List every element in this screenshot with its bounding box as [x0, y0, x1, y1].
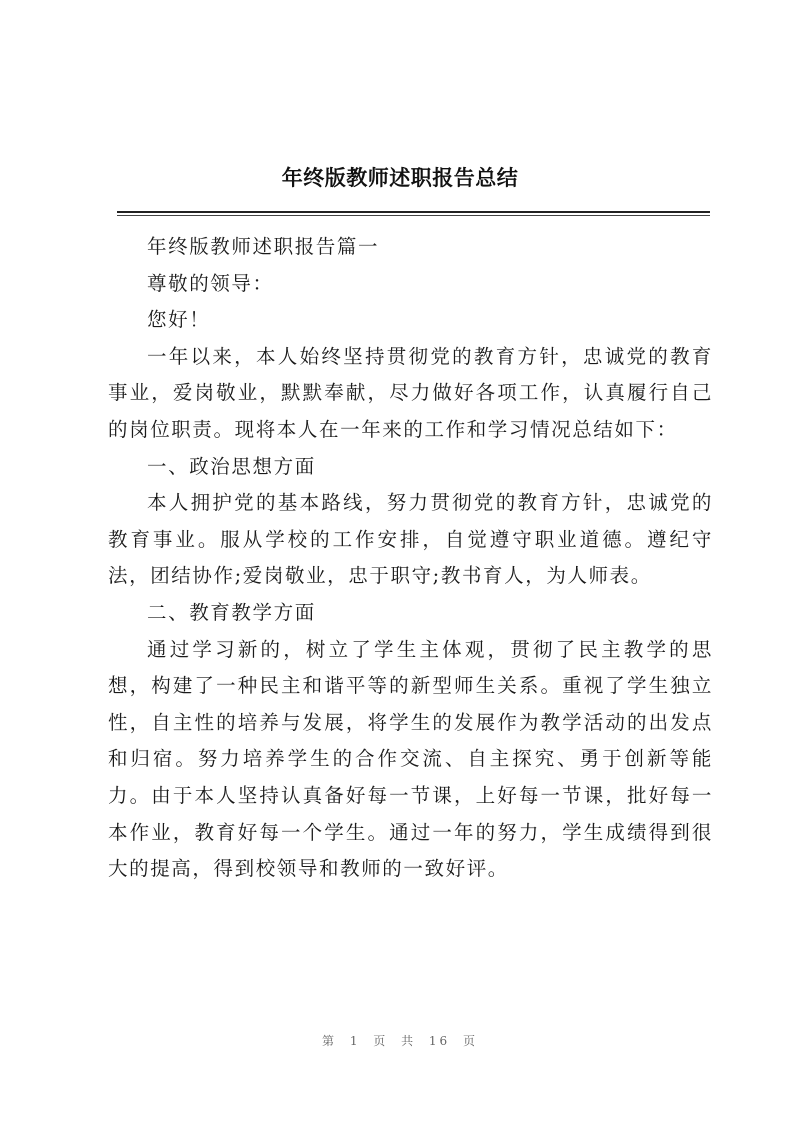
body-paragraph: 本人拥护党的基本路线，努力贯彻党的教育方针，忠诚党的教育事业。服从学校的工作安排，自觉遵守职业道德。遵纪守法，团结协作;爱岗敬业，忠于职守;教书育人，为人师表。 [108, 491, 713, 588]
title-divider [117, 211, 710, 213]
document-body [108, 229, 713, 888]
body-paragraph: 通过学习新的，树立了学生主体观，贯彻了民主教学的思想，构建了一种民主和谐平等的新型师生关系。重视了学生独立性，自主性的培养与发展，将学生的发展作为教学活动的出发点和归宿。努力培养学生的合作交流、自主探究、勇于创新等能力。由于本人坚持认真备好每一节课，上好每一节课，批好每一本作业，教育好每一个学生。通过一年的努力，学生成绩得到很大的提高，得到校领导和教师的一致好评。 [108, 637, 713, 881]
body-paragraph: 一年以来，本人始终坚持贯彻党的教育方针，忠诚党的教育事业，爱岗敬业，默默奉献，尽力做好各项工作，认真履行自己的岗位职责。现将本人在一年来的工作和学习情况总结如下： [108, 344, 713, 441]
greeting: 您好！ [147, 308, 211, 332]
section-heading: 一、政治思想方面 [147, 454, 316, 478]
section-heading: 年终版教师述职报告篇一 [147, 235, 380, 258]
salutation: 尊敬的领导： [147, 271, 274, 295]
title-divider-thin [117, 215, 710, 216]
page-number: 第 1 页 共 16 页 [322, 1034, 478, 1048]
section-heading: 二、教育教学方面 [147, 600, 316, 624]
document-title: 年终版教师述职报告总结 [281, 166, 519, 190]
